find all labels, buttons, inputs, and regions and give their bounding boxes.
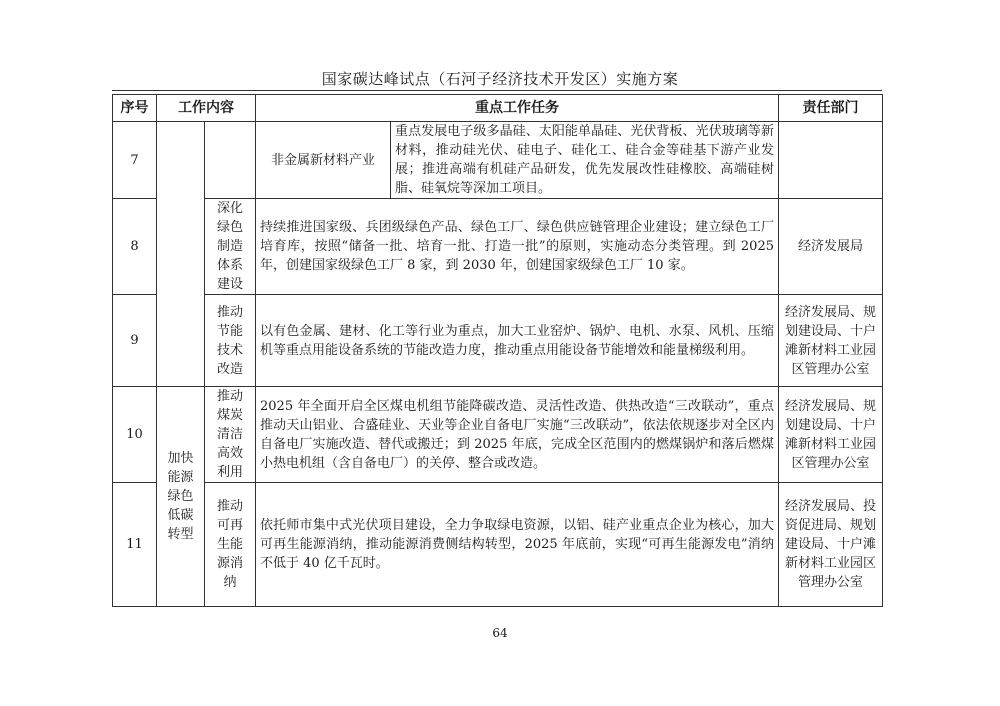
row-number: 10 [113, 387, 157, 483]
dept-cell: 经济发展局 [779, 199, 883, 295]
task-cell: 2025 年全面开启全区煤电机组节能降碳改造、灵活性改造、供热改造“三改联动”，重点推动天山铝业、合盛硅业、天业等企业自备电厂实施“三改联动”，依法依规逐步对全区内自备电厂实施改造、替代或搬迁；到 2025 年底，完成全区范围内的燃煤锅炉和落后燃煤小热电机组（含自备电厂）的关停、整合或改造。 [256, 387, 779, 483]
row-number: 11 [113, 483, 157, 607]
task-cell: 持续推进国家级、兵团级绿色产品、绿色工厂、绿色供应链管理企业建设；建立绿色工厂培育库，按照“储备一批、培育一批、打造一批”的原则，实施动态分类管理。到 2025 年，创建国家级绿色工厂 8 家，到 2030 年，创建国家级绿色工厂 10 家。 [256, 199, 779, 295]
task-cell: 依托师市集中式光伏项目建设，全力争取绿电资源，以铝、硅产业重点企业为核心，加大可再生能源消纳，推动能源消费侧结构转型，2025 年底前，实现“可再生能源发电”消纳不低于 40 亿千瓦时。 [256, 483, 779, 607]
task-cell: 以有色金属、建材、化工等行业为重点，加大工业窑炉、锅炉、电机、水泵、风机、压缩机等重点用能设备系统的节能改造力度，推动重点用能设备节能增效和能量梯级利用。 [256, 295, 779, 387]
table-row [113, 483, 883, 607]
task-cell: 重点发展电子级多晶硅、太阳能单晶硅、光伏背板、光伏玻璃等新材料，推动硅光伏、硅电子、硅化工、硅合金等硅基下游产业发展；推进高端有机硅产品研发，优先发展改性硅橡胶、高端硅树脂、硅氧烷等深加工项目。 [391, 122, 779, 199]
task-table [112, 94, 883, 607]
subcategory-cell [205, 122, 256, 199]
row-number: 7 [113, 122, 157, 199]
category-cell-2: 加快能源绿色低碳转型 [157, 387, 205, 607]
header-no: 序号 [113, 95, 157, 122]
table-row [113, 387, 883, 483]
subcategory-label: 非金属新材料产业 [256, 122, 391, 199]
dept-cell: 经济发展局、规划建设局、十户滩新材料工业园区管理办公室 [779, 295, 883, 387]
table-header-row [113, 95, 883, 122]
subcategory-cell: 推动可再生能源消纳 [205, 483, 256, 607]
category-cell-1 [157, 122, 205, 387]
subcategory-cell: 推动节能技术改造 [205, 295, 256, 387]
header-dept: 责任部门 [779, 95, 883, 122]
table-row [113, 122, 883, 199]
table-row [113, 199, 883, 295]
subcategory-cell: 推动煤炭清洁高效利用 [205, 387, 256, 483]
subcategory-cell: 深化绿色制造体系建设 [205, 199, 256, 295]
row-number: 8 [113, 199, 157, 295]
header-content: 工作内容 [157, 95, 256, 122]
page-number: 64 [492, 626, 508, 640]
page-header-title: 国家碳达峰试点（石河子经济技术开发区）实施方案 [321, 70, 679, 88]
row-number: 9 [113, 295, 157, 387]
dept-cell: 经济发展局、规划建设局、十户滩新材料工业园区管理办公室 [779, 387, 883, 483]
dept-cell: 经济发展局、投资促进局、规划建设局、十户滩新材料工业园区管理办公室 [779, 483, 883, 607]
header-task: 重点工作任务 [256, 95, 779, 122]
dept-cell [779, 122, 883, 199]
header-rule [112, 90, 882, 91]
table-row [113, 295, 883, 387]
